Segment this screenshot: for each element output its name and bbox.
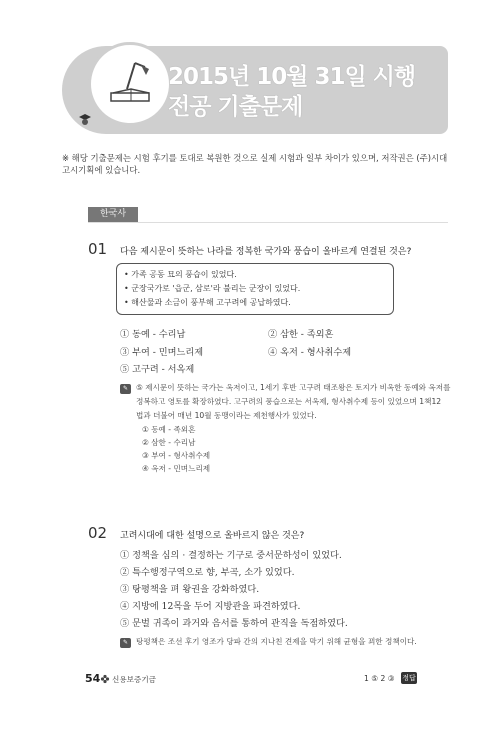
banner-emblem xyxy=(88,42,172,126)
q1-option: ③ 부여 - 민며느리제 xyxy=(120,347,204,358)
q1-passage-item: • 해산물과 소금이 풍부해 고구려에 공납하였다. xyxy=(124,298,291,307)
q1-option: ⑤ 고구려 - 서옥제 xyxy=(120,364,195,375)
q2-option: ④ 지방에 12목을 두어 지방관을 파견하였다. xyxy=(120,601,301,612)
q2-number: 02 xyxy=(88,524,108,542)
q2-option: ③ 탕평책을 펴 왕권을 강화하였다. xyxy=(120,584,260,595)
q1-text: 다음 제시문이 뜻하는 나라를 정복한 국가와 풍습이 올바르게 연결된 것은? xyxy=(120,247,412,257)
q1-explanation-line: 법과 더불어 매년 10월 동맹이라는 제천행사가 있었다. xyxy=(136,411,317,420)
page-number: 54 xyxy=(85,672,101,685)
q1-explanation-item: ① 동예 - 족외혼 xyxy=(142,425,196,434)
explanation-icon: ✎ xyxy=(120,384,131,394)
q1-explanation-item: ② 삼한 - 수리남 xyxy=(142,438,196,447)
flower-icon xyxy=(100,674,110,684)
footer-label: 신용보증기금 xyxy=(112,675,157,684)
q1-option: ① 동예 - 수리남 xyxy=(120,329,186,340)
q1-explanation-item: ④ 옥저 - 민며느리제 xyxy=(142,464,211,473)
copyright-notice: ※ 해당 기출문제는 시험 후기를 토대로 복원한 것으로 실제 시험과 일부 차이가 있으며, 저작권은 (주)시대고시기획에 있습니다. xyxy=(62,153,448,175)
q1-option: ④ 옥저 - 형사취수제 xyxy=(268,347,352,358)
q2-option: ① 정책을 심의 · 결정하는 기구로 중서문하성이 있었다. xyxy=(120,550,342,561)
q2-explanation: 탕평책은 조선 후기 영조가 당파 간의 지나친 견제을 막기 위해 균형을 꾀한 정책이다. xyxy=(136,637,417,646)
answer-key: 1 ⑤ 2 ③ xyxy=(364,674,395,683)
q1-passage-item: • 가족 공동 묘의 풍습이 있었다. xyxy=(124,270,237,279)
q1-explanation-item: ③ 부여 - 형사취수제 xyxy=(142,451,211,460)
q1-option: ② 삼한 - 족외혼 xyxy=(268,329,334,340)
graduate-icon xyxy=(78,112,92,126)
book-lamp-icon xyxy=(91,45,169,123)
q1-passage-item: • 군장국가로 '읍군, 삼로'라 불리는 군장이 있었다. xyxy=(124,284,301,293)
section-divider xyxy=(88,222,448,223)
section-tag: 한국사 xyxy=(88,207,138,222)
q2-option: ⑤ 문벌 귀족이 과거와 음서를 통하여 관직을 독점하였다. xyxy=(120,618,348,629)
q1-explanation-line: 정복하고 영토를 확장하였다. 고구려의 풍습으로는 서옥제, 형사취수제 등이 있었으며 1책12 xyxy=(136,397,442,406)
page-title xyxy=(168,62,415,122)
q1-number: 01 xyxy=(88,240,108,258)
title-line-2: 전공 기출문제 xyxy=(168,94,303,120)
q1-explanation-line: ⑤ 제시문이 뜻하는 국가는 옥저이고, 1세기 후반 고구려 태조왕은 토지가 비옥한 동예와 옥저를 xyxy=(136,383,451,392)
q2-text: 고려시대에 대한 설명으로 올바르지 않은 것은? xyxy=(120,531,305,541)
q2-option: ② 특수행정구역으로 향, 부곡, 소가 있었다. xyxy=(120,567,295,578)
answer-badge: 정답 xyxy=(402,674,416,682)
title-line-1: 2015년 10월 31일 시행 xyxy=(168,64,416,90)
explanation-icon: ✎ xyxy=(120,638,131,648)
